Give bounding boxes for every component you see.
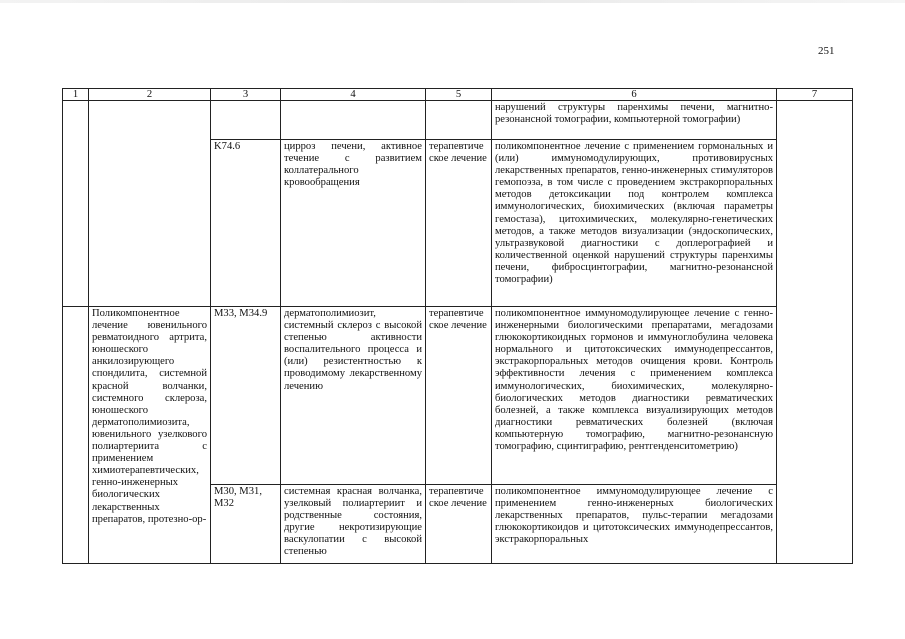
cell-code: M30, M31, M32 (211, 485, 281, 564)
column-number: 7 (777, 89, 853, 101)
cell-treatment-method: поликомпонентное иммуномодулирующее лечение с генно-инженерными биологическими препаратами, мегадозами глюкокортикоидных гормонов и иммуноглобулина человека нормального и цитотоксических иммунодепрессантов, экстракорпоральных методов очищения крови. Контроль эффективности лечения с применением комплекса иммунологических, биохимических, молекулярно-биологических методов диагностики ревматических болезней, а также комплекса визуализирующих методов диагностики ревматических болезней (включая компьютерную томографию, магнитно-резонансную томографию, сцинтиграфию, рентгенденситометрию) (492, 307, 777, 485)
cell-treatment-type: терапевтическое лечение (426, 485, 492, 564)
column-number: 6 (492, 89, 777, 101)
cell-treatment-type (426, 101, 492, 140)
cell-number (63, 307, 89, 564)
cell-code (211, 101, 281, 140)
column-number-row (63, 89, 853, 101)
table-row (63, 307, 853, 485)
cell-diagnosis: дерматополимиозит, системный склероз с высокой степенью активности воспалительного процесса и (или) резистентностью к проводимому лекарственному лечению (281, 307, 426, 485)
cell-treatment-method: поликомпонентное иммуномодулирующее лечение с применением генно-инженерных биологических лекарственных препаратов, пульс-терапии мегадозами глюкокортикоидов и цитотоксических иммунодепрессантов, экстракорпоральных (492, 485, 777, 564)
column-number: 2 (89, 89, 211, 101)
cell-procedure: Поликомпонентное лечение ювенильного ревматоидного артрита, юношеского анкилозирующего спондилита, системной красной волчанки, системного склероза, юношеского дерматополимиозита, ювенильного узелкового полиартериита с применением химиотерапевтических, генно-инженерных биологических лекарственных препаратов, протезно-ор- (89, 307, 211, 564)
column-number: 3 (211, 89, 281, 101)
medical-procedures-table (62, 88, 853, 564)
cell-treatment-type: терапевтическое лечение (426, 307, 492, 485)
page-number: 251 (818, 45, 835, 57)
column-number: 4 (281, 89, 426, 101)
cell-number (63, 101, 89, 307)
cell-procedure (89, 101, 211, 307)
column-number: 1 (63, 89, 89, 101)
table-row (63, 101, 853, 140)
scan-edge (0, 0, 905, 3)
cell-diagnosis: цирроз печени, активное течение с развитием коллатерального кровообращения (281, 140, 426, 307)
cell-cost (777, 101, 853, 564)
cell-treatment-type: терапевтическое лечение (426, 140, 492, 307)
cell-code: M33, M34.9 (211, 307, 281, 485)
column-number: 5 (426, 89, 492, 101)
cell-treatment-method: поликомпонентное лечение с применением гормональных и (или) иммуномодулирующих, противовирусных лекарственных препаратов, генно-инженерных стимуляторов гемопоэза, в том числе с проведением экстракорпоральных методов детоксикации под контролем комплекса иммунологических, биохимических (включая параметры гемостаза), цитохимических, молекулярно-генетических методов, а также методов визуализации (эндоскопических, ультразвуковой диагностики с доплерографией и количественной оценкой нарушений структуры паренхимы печени, фибросцинтографии, магнитно-резонансной томографии) (492, 140, 777, 307)
cell-diagnosis (281, 101, 426, 140)
cell-diagnosis: системная красная волчанка, узелковый полиартериит и родственные состояния, другие некротизирующие васкулопатии с высокой степенью (281, 485, 426, 564)
cell-code: K74.6 (211, 140, 281, 307)
cell-treatment-method: нарушений структуры паренхимы печени, магнитно-резонансной томографии, компьютерной томографии) (492, 101, 777, 140)
